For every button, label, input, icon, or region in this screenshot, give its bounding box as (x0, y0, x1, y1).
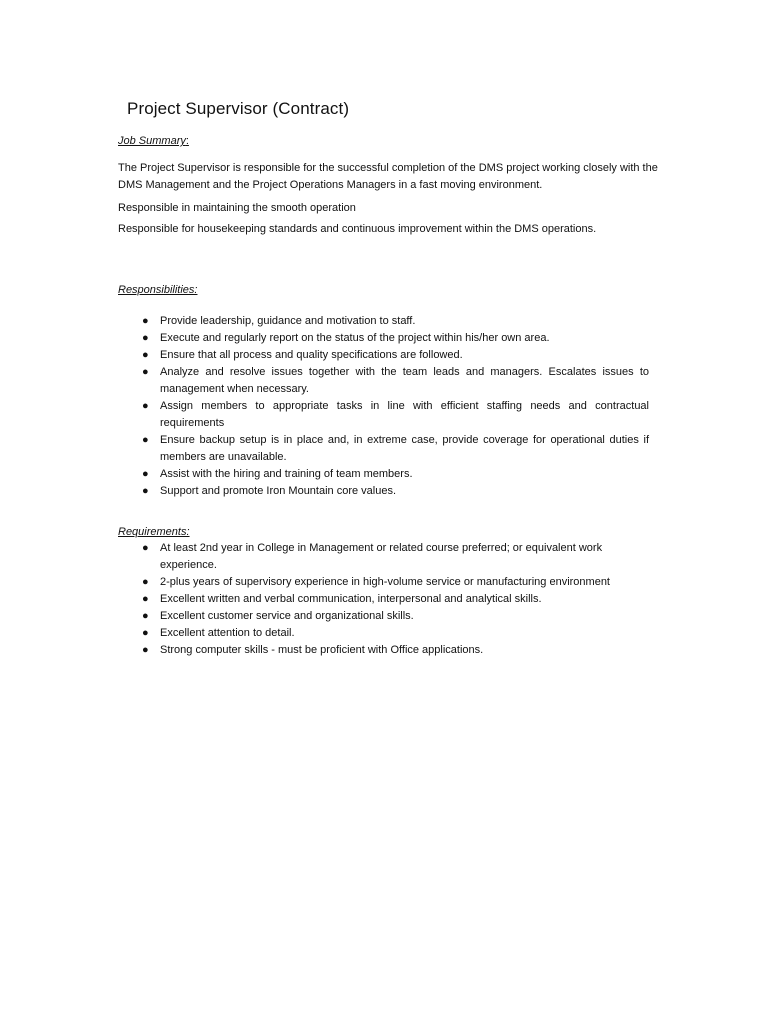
bullet-icon: ● (142, 349, 149, 361)
list-item-text: Assign members to appropriate tasks in line with efficient staffing needs and contractual requirements (160, 400, 649, 429)
page-title: Project Supervisor (Contract) (127, 99, 350, 118)
bullet-icon: ● (142, 366, 149, 378)
list-item-text: Excellent written and verbal communication, interpersonal and analytical skills. (160, 593, 542, 605)
list-item-text: Provide leadership, guidance and motivation to staff. (160, 315, 416, 327)
list-item (0, 608, 768, 625)
responsibilities-list (0, 313, 768, 500)
list-item-text: Assist with the hiring and training of team members. (160, 468, 413, 480)
list-item-text: Ensure backup setup is in place and, in extreme case, provide coverage for operational duties if members are unavailable. (160, 434, 649, 463)
list-item-text: Analyze and resolve issues together with the team leads and managers. Escalates issues to management when necessary. (160, 366, 649, 395)
list-item (0, 483, 768, 500)
list-item (0, 574, 768, 591)
list-item (0, 330, 768, 347)
list-item-text: Excellent attention to detail. (160, 627, 295, 639)
list-item (0, 625, 768, 642)
list-item-text: 2-plus years of supervisory experience in high-volume service or manufacturing environment (160, 576, 610, 588)
job-summary-paragraph: The Project Supervisor is responsible for the successful completion of the DMS project working closely with the DMS Management and the Project Operations Managers in a fast moving environment. (118, 162, 658, 191)
list-item (0, 642, 768, 659)
job-summary-heading-colon: : (185, 135, 189, 147)
bullet-icon: ● (142, 434, 149, 446)
bullet-icon: ● (142, 315, 149, 327)
bullet-icon: ● (142, 542, 149, 554)
bullet-icon: ● (142, 468, 149, 480)
list-item-text: Excellent customer service and organizational skills. (160, 610, 414, 622)
requirements-heading: Requirements: (118, 526, 190, 538)
list-item (0, 364, 768, 398)
list-item (0, 591, 768, 608)
bullet-icon: ● (142, 485, 149, 497)
list-item (0, 347, 768, 364)
bullet-icon: ● (142, 576, 149, 588)
list-item (0, 540, 768, 574)
bullet-icon: ● (142, 610, 149, 622)
list-item (0, 432, 768, 466)
responsibilities-heading: Responsibilities: (118, 284, 198, 296)
job-summary-paragraph: Responsible in maintaining the smooth operation (118, 202, 356, 214)
list-item (0, 313, 768, 330)
list-item-text: Support and promote Iron Mountain core values. (160, 485, 397, 497)
bullet-icon: ● (142, 593, 149, 605)
bullet-icon: ● (142, 644, 149, 656)
job-summary-heading-text: Job Summary (118, 135, 186, 147)
list-item (0, 466, 768, 483)
job-summary-heading (118, 135, 189, 147)
list-item-text: Ensure that all process and quality specifications are followed. (160, 349, 463, 361)
bullet-icon: ● (142, 627, 149, 639)
bullet-icon: ● (142, 400, 149, 412)
list-item-text: Execute and regularly report on the status of the project within his/her own area. (160, 332, 550, 344)
list-item (0, 398, 768, 432)
bullet-icon: ● (142, 332, 149, 344)
list-item-text: At least 2nd year in College in Management or related course preferred; or equivalent work experience. (160, 542, 603, 571)
list-item-text: Strong computer skills - must be proficient with Office applications. (160, 644, 484, 656)
requirements-list (0, 540, 768, 659)
job-summary-paragraph: Responsible for housekeeping standards and continuous improvement within the DMS operations. (118, 223, 597, 235)
